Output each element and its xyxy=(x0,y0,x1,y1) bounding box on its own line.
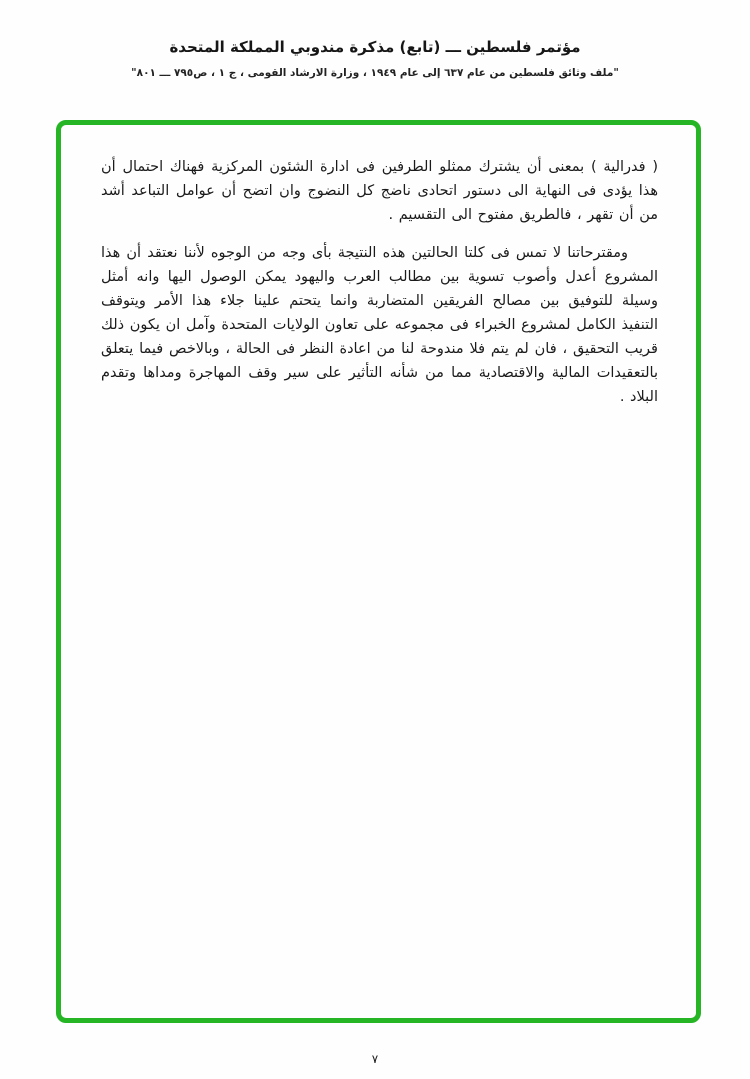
source-citation: "ملف وثائق فلسطين من عام ٦٣٧ إلى عام ١٩٤٩ ، وزارة الارشاد القومى ، ج ١ ، ص٧٩٥ ـــ ٨٠١" xyxy=(131,67,619,79)
page-number: ٧ xyxy=(371,1052,379,1066)
paragraph-1: ( فدرالية ) بمعنى أن يشترك ممثلو الطرفين فى ادارة الشئون المركزية فهناك احتمال أن هذا يؤدى فى النهاية الى دستور اتحادى ناضج كل النضوج وان اتضح أن عوامل التباعد أشد من أن تقهر ، فالطريق مفتوح الى التقسيم . xyxy=(101,159,658,223)
paragraph-2: ومقترحاتنا لا تمس فى كلتا الحالتين هذه النتيجة بأى وجه من الوجوه لأننا نعتقد أن هذا المشروع أعدل وأصوب تسوية بين مطالب العرب واليهود يمكن الوصول اليها وانه أمثل وسيلة للتوفيق بين مصالح الفريقين المتضاربة وانما يتحتم علينا جلاء هذا الأمر ويتوقف التنفيذ الكامل لمشروع الخبراء فى مجموعه على تعاون الولايات المتحدة وآمل ان يكون ذلك قريب التحقيق ، فان لم يتم فلا مندوحة لنا من اعادة النظر فى الحالة ، وبالاخص فيما يتعلق بالتعقيدات المالية والاقتصادية مما من شأنه التأثير على سير وقف المهاجرة ومداها وتقدم البلاد . xyxy=(101,245,658,405)
document-header xyxy=(0,0,750,79)
content-frame xyxy=(56,120,701,1023)
page-footer xyxy=(0,1048,750,1067)
document-title: مؤتمر فلسطين ـــ (تابع) مذكرة مندوبي المملكة المتحدة xyxy=(169,38,581,56)
